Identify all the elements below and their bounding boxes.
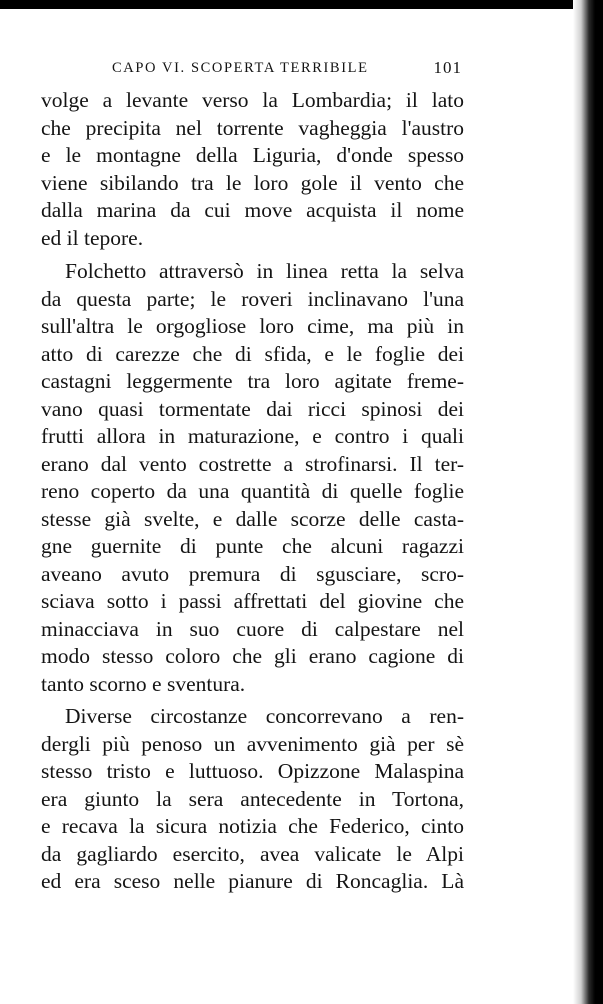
- scan-edge-right: [573, 0, 603, 1004]
- text-line: da questa parte; le roveri inclinavano l'una: [41, 286, 464, 311]
- text-line: Diverse circostanze concorrevano a ren-: [65, 704, 464, 728]
- text-line: stesse già svelte, e dalle scorze delle casta-: [41, 506, 464, 531]
- text-line: era giunto la sera antecedente in Tortona,: [41, 786, 464, 811]
- paragraph-2: [41, 258, 464, 698]
- text-line: reno coperto da una quantità di quelle foglie: [41, 479, 464, 503]
- running-header: [112, 60, 462, 82]
- text-line: volge a levante verso la Lombardia; il lato: [41, 88, 464, 112]
- paragraph-3: [41, 703, 464, 896]
- text-line: atto di carezze che di sfida, e le foglie dei: [41, 341, 464, 366]
- text-line: vano quasi tormentate dai ricci spinosi dei: [41, 396, 464, 421]
- text-line: castagni leggermente tra loro agitate freme-: [41, 369, 464, 393]
- text-line: gne guernite di punte che alcuni ragazzi: [41, 534, 464, 558]
- text-line: sciava sotto i passi affrettati del giovine che: [41, 589, 464, 613]
- text-line: minacciava in suo cuore di calpestare nel: [41, 616, 464, 641]
- text-line: da gagliardo esercito, avea valicate le Alpi: [41, 841, 464, 866]
- text-line: modo stesso coloro che gli erano cagione di: [41, 644, 464, 668]
- running-title: CAPO VI. SCOPERTA TERRIBILE: [112, 60, 369, 76]
- text-line: che precipita nel torrente vagheggia l'austro: [41, 115, 464, 140]
- body-text: [41, 87, 464, 896]
- text-line: Folchetto attraversò in linea retta la selva: [65, 259, 464, 283]
- text-line: ed il tepore.: [41, 225, 144, 250]
- text-line: dalla marina da cui move acquista il nome: [41, 198, 464, 222]
- text-line: ed era sceso nelle pianure di Roncaglia. Là: [41, 869, 464, 893]
- text-line: sull'altra le orgogliose loro cime, ma più in: [41, 314, 464, 338]
- text-line: e recava la sicura notizia che Federico, cinto: [41, 814, 464, 838]
- scan-edge-top: [0, 0, 603, 9]
- text-line: aveano avuto premura di sgusciare, scro-: [41, 561, 464, 586]
- text-line: e le montagne della Liguria, d'onde spesso: [41, 143, 464, 167]
- text-line: dergli più penoso un avvenimento già per sè: [41, 731, 464, 756]
- text-line: tanto scorno e sventura.: [41, 671, 246, 696]
- text-line: frutti allora in maturazione, e contro i quali: [41, 424, 464, 448]
- text-line: viene sibilando tra le loro gole il vento che: [41, 170, 464, 195]
- text-line: stesso tristo e luttuoso. Opizzone Malaspina: [41, 759, 464, 783]
- page-number: 101: [433, 58, 462, 77]
- paragraph-1: [41, 87, 464, 252]
- text-line: erano dal vento costrette a strofinarsi. Il ter-: [41, 451, 464, 476]
